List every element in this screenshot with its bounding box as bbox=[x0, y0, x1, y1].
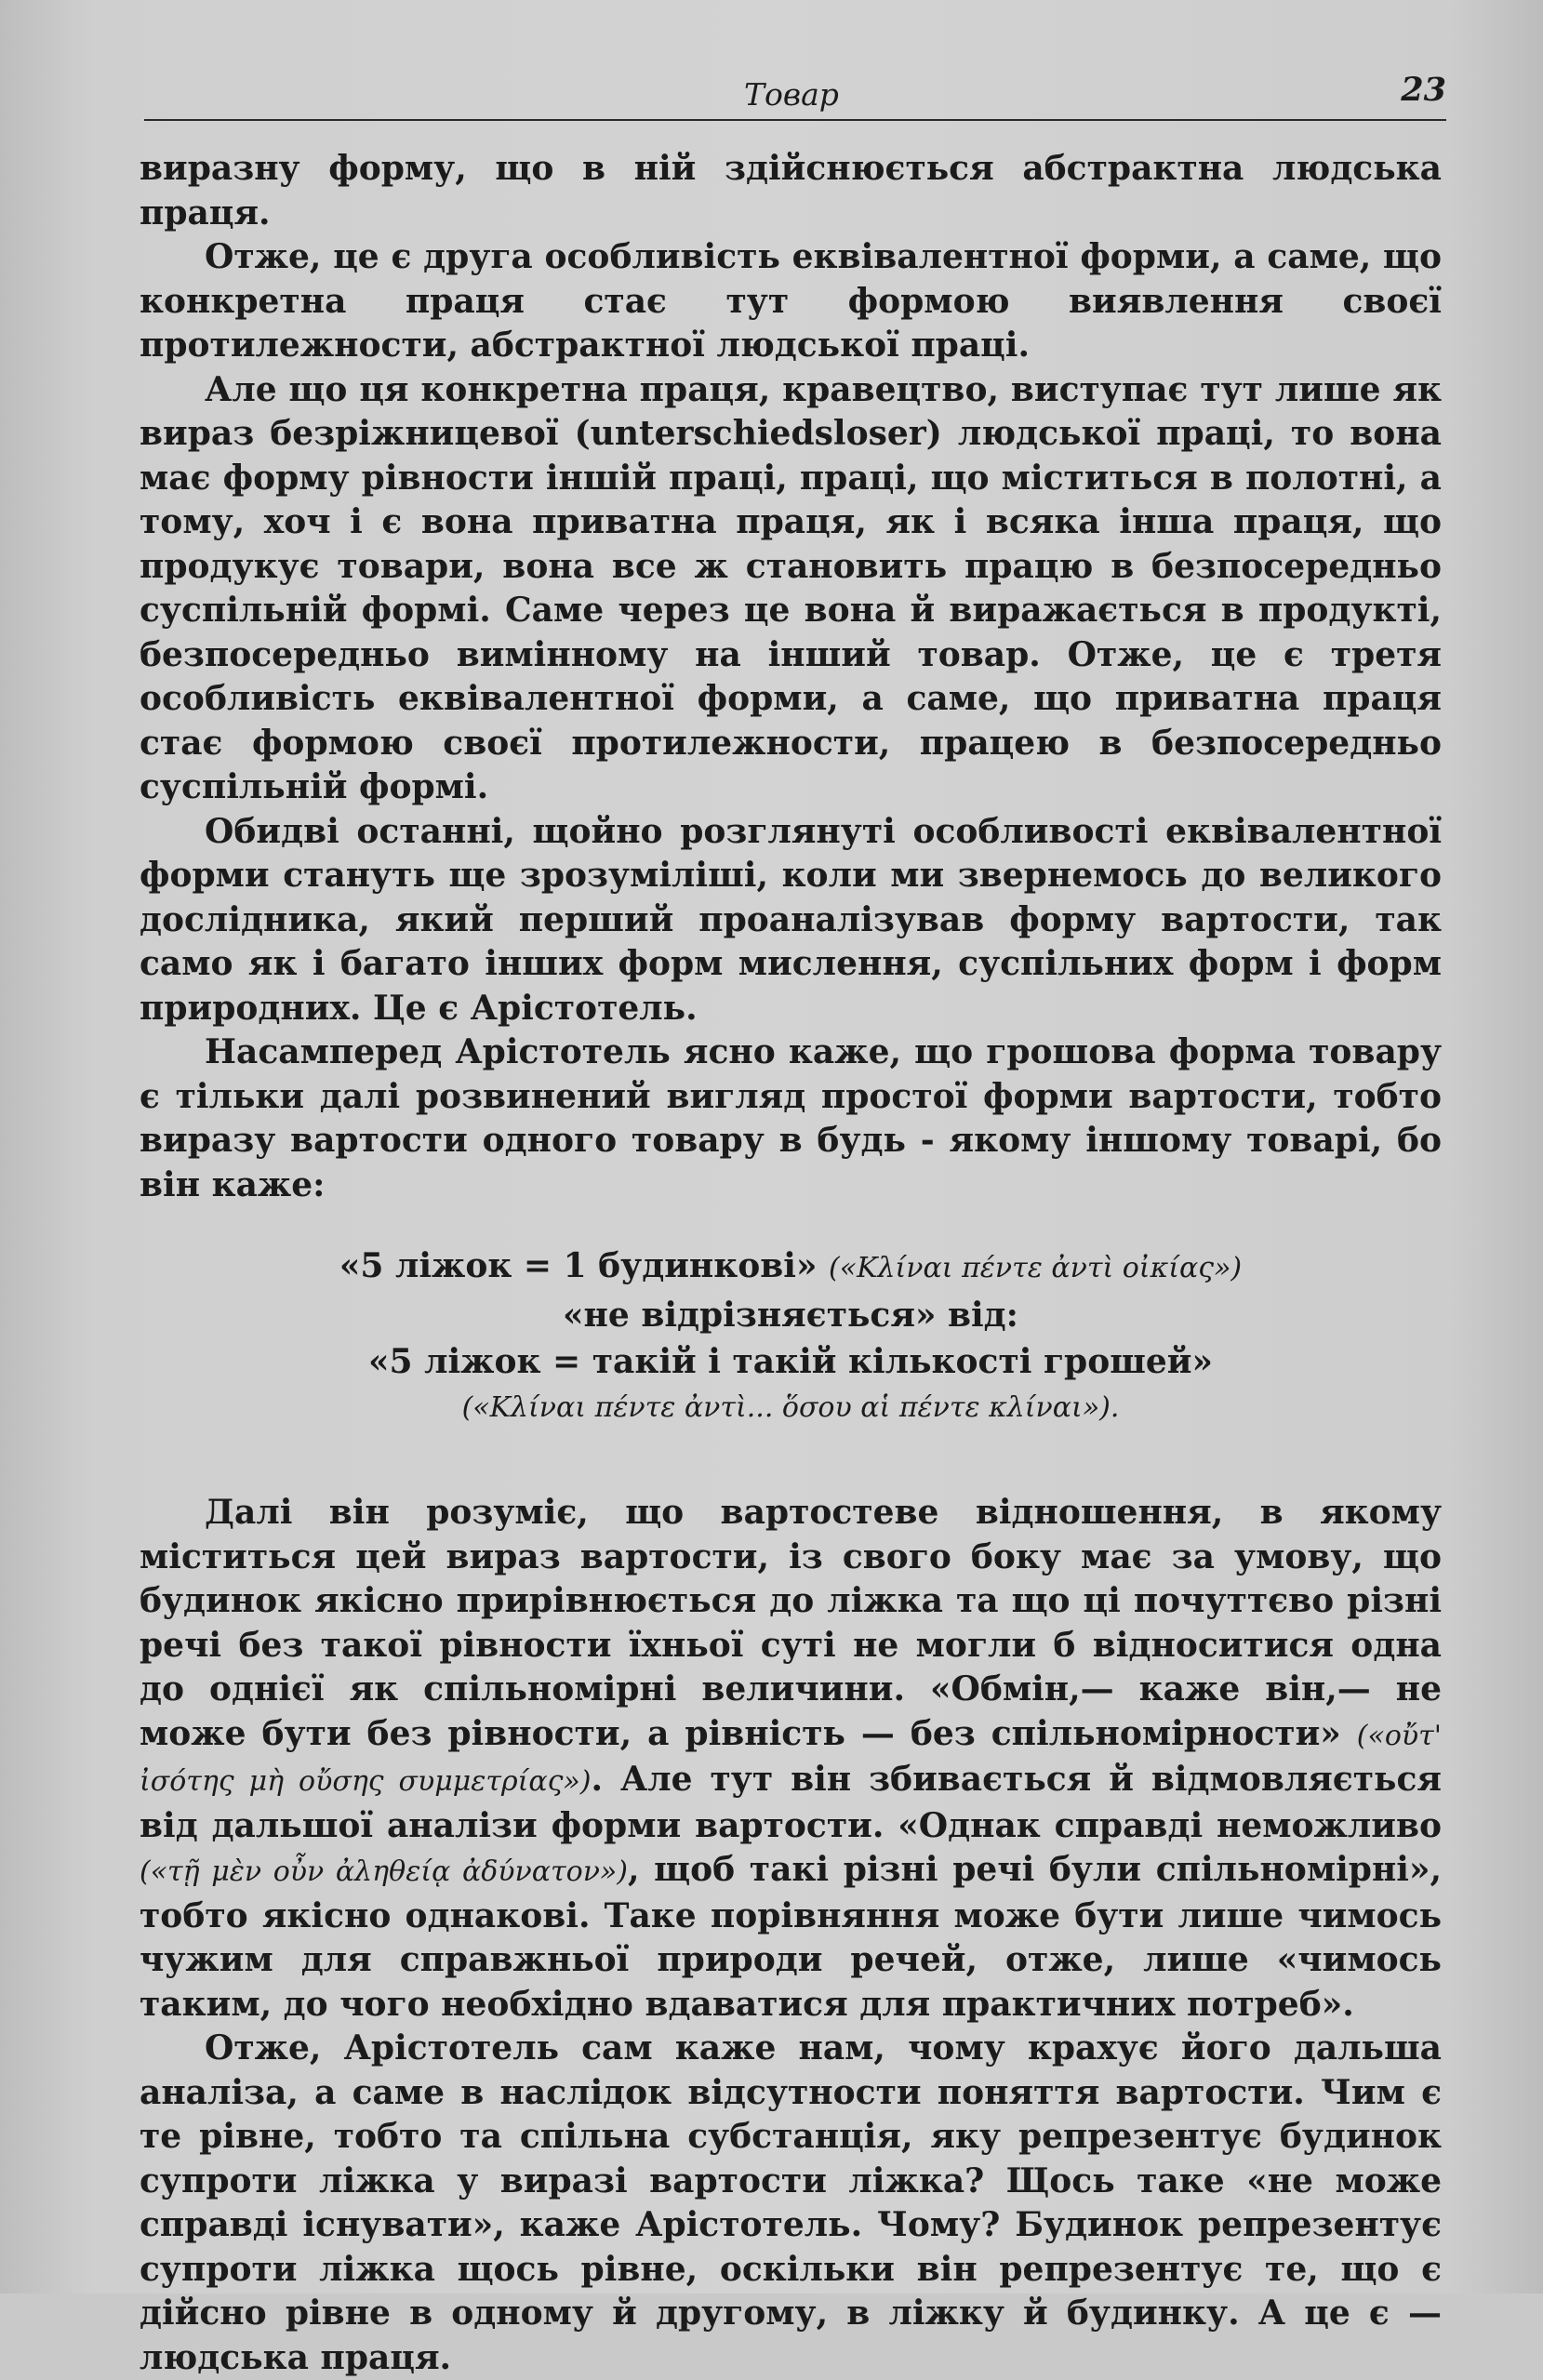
body-text bbox=[140, 147, 1442, 2380]
greek-citation: («οὔτ' ἰσότης μὴ οὔσης συμμετρίας») bbox=[140, 1719, 1442, 1798]
paragraph: Обидві останні, щойно розглянуті особливості еквівалентної форми стануть ще зрозуміліші, коли ми звернемось до великого дослідника, який перший проаналізував форму вартости, так само як і багато інших форм мислення, суспільних форм і форм природних. Це є Арістотель. bbox=[140, 811, 1442, 1028]
paragraph-text: . Але тут він збивається й відмовляється від дальшої аналізи форми вартости. «Однак справді неможливо bbox=[140, 1760, 1443, 1845]
paragraph bbox=[140, 1491, 1442, 2027]
paragraph: Насамперед Арістотель ясно каже, що грошова форма товару є тільки далі розвинений вигляд простої форми вартости, тобто виразу вартости одного товару в будь - якому іншому товарі, бо він каже: bbox=[140, 1032, 1442, 1204]
quote-line bbox=[140, 1243, 1442, 1292]
page-number: 23 bbox=[1401, 71, 1446, 109]
greek-citation: («τῇ μὲν οὖν ἀληθείᾳ ἀδύνατον») bbox=[140, 1855, 628, 1888]
page-header bbox=[144, 67, 1446, 123]
greek-citation: («Κλίναι πέντε ἀντὶ οἰκίας») bbox=[829, 1252, 1243, 1284]
paragraph: Отже, це є друга особливість еквівалентної форми, а саме, що конкретна праця стає тут формою виявлення своєї протилежности, абстрактної людської праці. bbox=[140, 237, 1442, 365]
running-title: Товар bbox=[744, 76, 839, 113]
paragraph-text: , щоб такі різні речі були спільномірні», тобто якісно однакові. Таке порівняння може бути лише чимось чужим для справжньої природи речей, отже, лише «чимось таким, до чого необхідно вдаватися для практичних потреб». bbox=[140, 1850, 1442, 2024]
paragraph: виразну форму, що в ній здійснюється абстрактна людська праця. bbox=[140, 149, 1442, 233]
greek-citation: («Κλίναι πέντε ἀντὶ... ὅσου αἱ πέντε κλίναι»). bbox=[461, 1391, 1120, 1424]
header-rule bbox=[144, 119, 1446, 121]
aristotle-quote bbox=[140, 1243, 1442, 1431]
quote-line: «5 ліжок = такій і такій кількості грошей» bbox=[368, 1342, 1213, 1381]
quote-text: «5 ліжок = 1 будинкові» bbox=[339, 1246, 818, 1285]
paragraph: Але що ця конкретна праця, кравецтво, виступає тут лише як вираз безріжницевої (unterschiedsloser) людської праці, то вона має форму рівности іншій праці, праці, що міститься в полотні, а тому, хоч і є вона приватна праця, як і всяка інша праця, що продукує товари, вона все ж становить працю в безпосередньо суспільній формі. Саме через це вона й виражається в продукті, безпосередньо вимінному на інший товар. Отже, це є третя особливість еквівалентної форми, а саме, що приватна праця стає формою своєї протилежности, працею в безпосередньо суспільній формі. bbox=[140, 369, 1442, 806]
paragraph: Отже, Арістотель сам каже нам, чому крахує його дальша аналіза, а саме в наслідок відсутности поняття вартости. Чим є те рівне, тобто та спільна субстанція, яку репрезентує будинок супроти ліжка у виразі вартости ліжка? Щось таке «не може справді існувати», каже Арістотель. Чому? Будинок репрезентує супроти ліжка щось рівне, оскільки він репрезентує те, що є дійсно рівне в одному й другому, в ліжку й будинку. А це є — людська праця. bbox=[140, 2028, 1442, 2377]
quote-line: «не відрізняється» від: bbox=[563, 1296, 1018, 1335]
paragraph-text: Далі він розуміє, що вартостеве відношення, в якому міститься цей вираз вартости, із свого боку має за умову, що будинок якісно прирівнюється до ліжка та що ці почуттєво різні речі без такої рівности їхньої суті не могли б відноситися одна до однієї як спільномірні величини. «Обмін,— каже він,— не може бути без рівности, а рівність — без спільномірности» bbox=[140, 1493, 1442, 1753]
